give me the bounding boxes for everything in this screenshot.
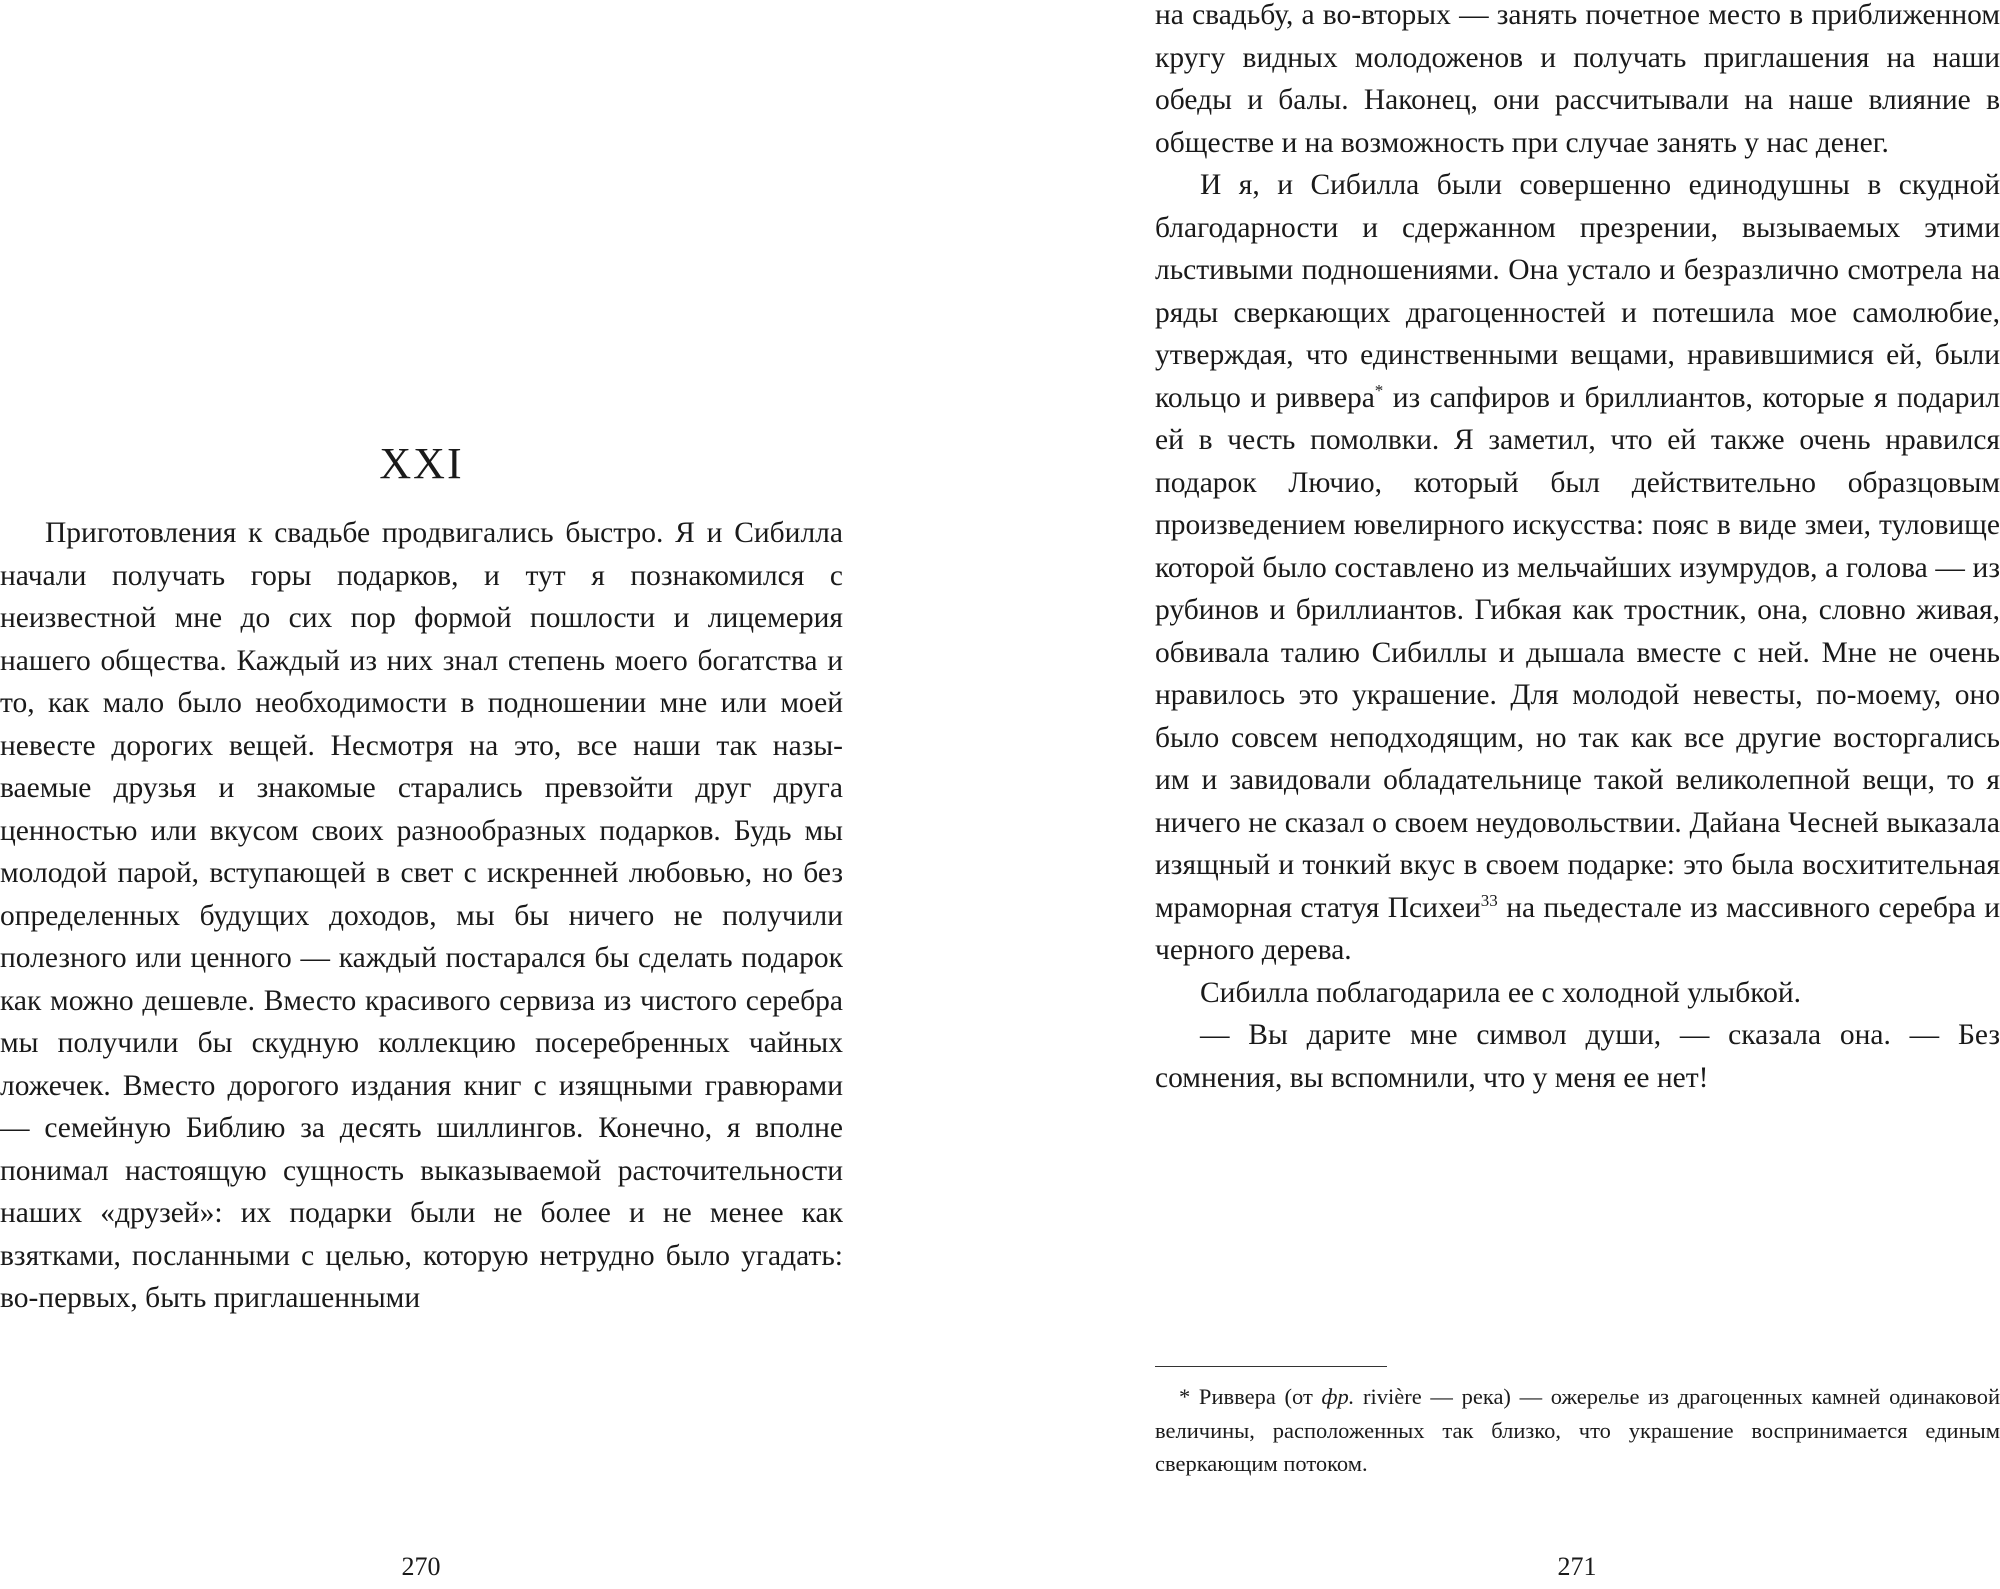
paragraph: — Вы дарите мне символ души, — сказала она. — Без сомнения, вы вспомнили, что у меня ее нет! <box>1155 1019 2000 1094</box>
paragraph-text: из сапфиров и бриллиантов, которые я подарил ей в честь помолвки. Я заметил, что ей также очень нравился подарок Лючио, который был действительно образцовым произведением ювелирного искусства: пояс в виде змеи, туловище которой было составлено из мельчайших изумрудов, а голова — из рубинов и бриллиантов. Гибкая как тростник, она, словно живая, обвивала талию Сибиллы и дышала вместе с ней. Мне не очень нравилось это украшение. Для молодой невесты, по-моему, оно было совсем неподходящим, но так как все другие восторгались им и завидовали обладательнице такой великолепной вещи, то я ничего не сказал о своем неудовольствии. Дайана Чесней выказала изящный и тонкий вкус в своем подарке: это была восхитительная мраморная статуя Психеи <box>1155 381 2000 924</box>
paragraph: Сибилла поблагодарила ее с холодной улыбкой. <box>1200 976 1801 1009</box>
footnote <box>1155 1380 2000 1481</box>
chapter-title: XXI <box>379 439 464 488</box>
endnote-marker-ref: 33 <box>1480 890 1498 910</box>
right-page-body <box>1155 0 2000 1099</box>
left-page <box>0 0 843 1589</box>
paragraph: на свадьбу, а во-вторых — занять почетное место в приближенном кругу видных молодоженов и получать приглашения на наши обеды и балы. Наконец, они рассчитывали на наше влияние в обществе и на возможность при случае занять у нас денег. <box>1155 0 2000 159</box>
paragraph-text: И я, и Сибилла были совершенно единодушны в скудной благодарности и сдержанном презрении, вызываемых этими льстивыми подношениями. Она устало и безразлично смотрела на ряды сверкающих драгоценностей и потешила мое самолюбие, утверждая, что единственными вещами, нравившимися ей, были кольцо и риввера <box>1155 169 2000 414</box>
footnote-marker: * <box>1179 1384 1191 1409</box>
footnote-divider <box>1155 1366 1387 1367</box>
footnote-text: rivière — река) — ожерелье из драгоценных камней одинаковой величины, расположенных так близко, что украшение воспринимается единым сверкающим потоком. <box>1155 1384 2000 1476</box>
paragraph <box>1155 164 2000 972</box>
page-number-right: 271 <box>1557 1552 1597 1581</box>
paragraph: Приготовления к свадьбе продвигались быстро. Я и Сибилла начали получать горы подарков, и тут я познакомился с неизвестной мне до сих пор формой пошлости и лицемерия нашего общества. Каждый из них знал степень моего богатства и то, как мало было необходимости в подношении мне или моей невесте дорогих вещей. Несмотря на это, все наши так называемые друзья и знакомые старались превзойти друг друга ценностью или вкусом своих разнообразных подарков. Будь мы молодой парой, вступающей в свет с искренней любовью, но без определенных будущих доходов, мы бы ничего не получили полезного или ценного — каждый постарался бы сделать подарок как можно дешевле. Вместо красивого сервиза из чистого серебра мы получили бы скудную коллекцию посеребренных чайных ложечек. Вместо дорогого издания книг с изящными гравюрами — семейную Библию за десять шиллингов. Конечно, я вполне понимал настоящую сущность выказываемой расточительности наших «друзей»: их подарки были не более и не менее как взятками, посланными с целью, которую нетрудно было угадать: во-первых, быть приглашенными <box>0 517 843 1314</box>
footnote-text: Риввера (от <box>1190 1384 1322 1409</box>
footnote-marker-ref: * <box>1374 380 1384 400</box>
left-page-body <box>0 512 843 1320</box>
footnote-abbr: фр. <box>1321 1384 1355 1409</box>
right-page <box>1155 0 2000 1589</box>
paragraph-text: на пьедестале из массивного серебра и черного дерева. <box>1155 891 2000 966</box>
page-number-left: 270 <box>401 1552 441 1581</box>
